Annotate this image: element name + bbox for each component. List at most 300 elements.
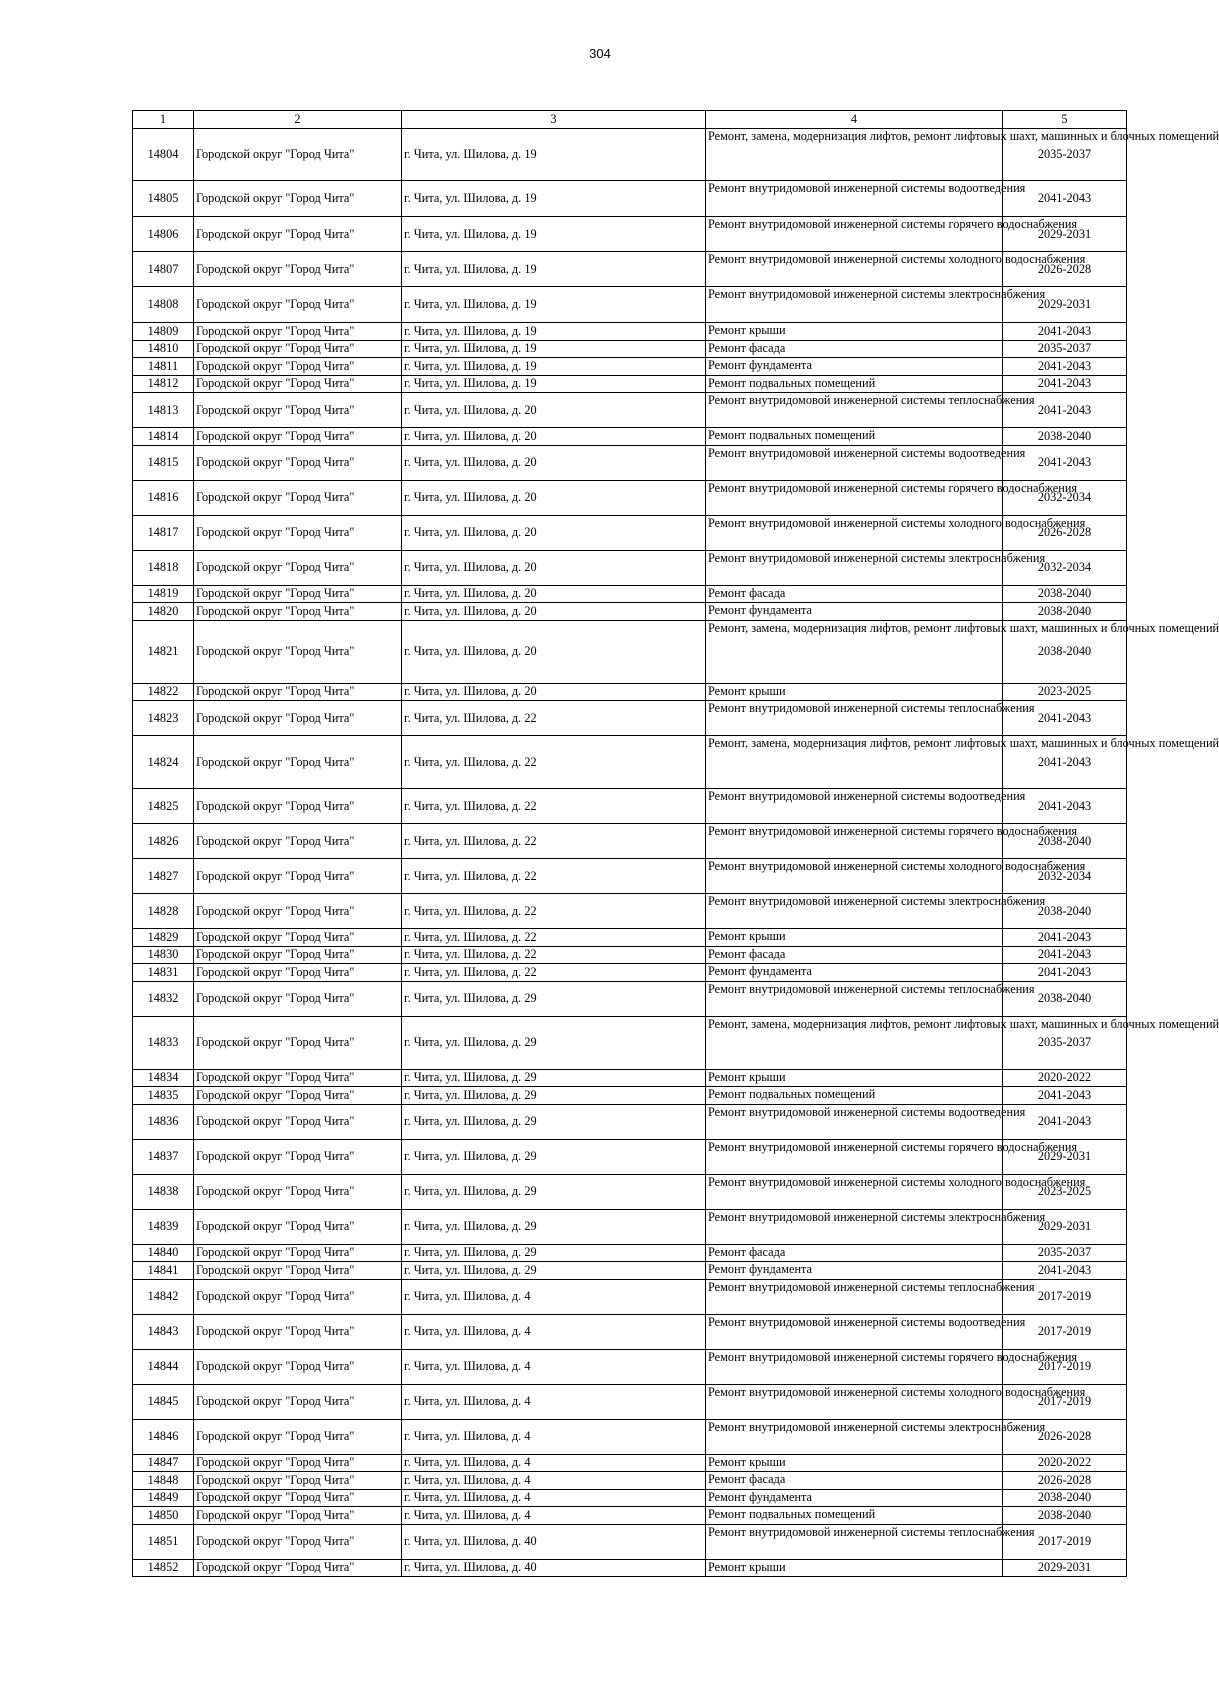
row-number: 14850 <box>133 1507 194 1525</box>
table-row <box>133 358 1127 376</box>
address-cell: г. Чита, ул. Шилова, д. 4 <box>402 1472 706 1490</box>
table-row <box>133 1559 1127 1577</box>
period-cell: 2041-2043 <box>1003 701 1127 736</box>
table-row <box>133 824 1127 859</box>
period-cell: 2017-2019 <box>1003 1279 1127 1314</box>
municipality-cell: Городской округ "Город Чита" <box>194 620 402 683</box>
address-cell: г. Чита, ул. Шилова, д. 29 <box>402 1139 706 1174</box>
municipality-cell: Городской округ "Город Чита" <box>194 181 402 217</box>
municipality-cell: Городской округ "Город Чита" <box>194 1507 402 1525</box>
table-row <box>133 1209 1127 1244</box>
table-row <box>133 789 1127 824</box>
period-cell: 2041-2043 <box>1003 181 1127 217</box>
work-type-cell: Ремонт внутридомовой инженерной системы холодного водоснабжения <box>706 1384 1003 1419</box>
row-number: 14825 <box>133 789 194 824</box>
table-row <box>133 1472 1127 1490</box>
period-cell: 2020-2022 <box>1003 1069 1127 1087</box>
row-number: 14815 <box>133 445 194 480</box>
row-number: 14817 <box>133 515 194 550</box>
row-number: 14813 <box>133 393 194 428</box>
municipality-cell: Городской округ "Город Чита" <box>194 1087 402 1105</box>
address-cell: г. Чита, ул. Шилова, д. 20 <box>402 683 706 701</box>
municipality-cell: Городской округ "Город Чита" <box>194 929 402 947</box>
address-cell: г. Чита, ул. Шилова, д. 19 <box>402 129 706 181</box>
row-number: 14822 <box>133 683 194 701</box>
column-header-4: 4 <box>706 111 1003 129</box>
municipality-cell: Городской округ "Город Чита" <box>194 1139 402 1174</box>
municipality-cell: Городской округ "Город Чита" <box>194 515 402 550</box>
work-type-cell: Ремонт внутридомовой инженерной системы холодного водоснабжения <box>706 859 1003 894</box>
municipality-cell: Городской округ "Город Чита" <box>194 1454 402 1472</box>
period-cell: 2038-2040 <box>1003 603 1127 621</box>
municipality-cell: Городской округ "Город Чита" <box>194 824 402 859</box>
period-cell: 2032-2034 <box>1003 550 1127 585</box>
work-type-cell: Ремонт крыши <box>706 1454 1003 1472</box>
row-number: 14844 <box>133 1349 194 1384</box>
column-header-1: 1 <box>133 111 194 129</box>
table-row <box>133 1244 1127 1262</box>
address-cell: г. Чита, ул. Шилова, д. 20 <box>402 585 706 603</box>
municipality-cell: Городской округ "Город Чита" <box>194 1524 402 1559</box>
work-type-cell: Ремонт крыши <box>706 683 1003 701</box>
address-cell: г. Чита, ул. Шилова, д. 19 <box>402 323 706 341</box>
period-cell: 2041-2043 <box>1003 323 1127 341</box>
work-type-cell: Ремонт внутридомовой инженерной системы водоотведения <box>706 1104 1003 1139</box>
work-type-cell: Ремонт, замена, модернизация лифтов, ремонт лифтовых шахт, машинных и блочных помещений <box>706 736 1003 789</box>
work-type-cell: Ремонт внутридомовой инженерной системы водоотведения <box>706 789 1003 824</box>
table-row <box>133 480 1127 515</box>
work-type-cell: Ремонт внутридомовой инженерной системы электроснабжения <box>706 287 1003 323</box>
address-cell: г. Чита, ул. Шилова, д. 19 <box>402 375 706 393</box>
municipality-cell: Городской округ "Город Чита" <box>194 1279 402 1314</box>
row-number: 14818 <box>133 550 194 585</box>
row-number: 14851 <box>133 1524 194 1559</box>
period-cell: 2041-2043 <box>1003 1262 1127 1280</box>
address-cell: г. Чита, ул. Шилова, д. 29 <box>402 1262 706 1280</box>
municipality-cell: Городской округ "Город Чита" <box>194 358 402 376</box>
work-type-cell: Ремонт фасада <box>706 340 1003 358</box>
table-row <box>133 981 1127 1016</box>
row-number: 14804 <box>133 129 194 181</box>
table-row <box>133 585 1127 603</box>
period-cell: 2038-2040 <box>1003 585 1127 603</box>
table-row <box>133 946 1127 964</box>
table-row <box>133 515 1127 550</box>
row-number: 14807 <box>133 252 194 287</box>
address-cell: г. Чита, ул. Шилова, д. 4 <box>402 1384 706 1419</box>
municipality-cell: Городской округ "Город Чита" <box>194 1016 402 1069</box>
row-number: 14820 <box>133 603 194 621</box>
row-number: 14814 <box>133 428 194 446</box>
address-cell: г. Чита, ул. Шилова, д. 22 <box>402 824 706 859</box>
row-number: 14826 <box>133 824 194 859</box>
period-cell: 2023-2025 <box>1003 683 1127 701</box>
table-row <box>133 736 1127 789</box>
address-cell: г. Чита, ул. Шилова, д. 29 <box>402 1069 706 1087</box>
table-row <box>133 1419 1127 1454</box>
municipality-cell: Городской округ "Город Чита" <box>194 789 402 824</box>
period-cell: 2041-2043 <box>1003 445 1127 480</box>
municipality-cell: Городской округ "Город Чита" <box>194 323 402 341</box>
period-cell: 2041-2043 <box>1003 1087 1127 1105</box>
table-row <box>133 428 1127 446</box>
municipality-cell: Городской округ "Город Чита" <box>194 1262 402 1280</box>
work-type-cell: Ремонт внутридомовой инженерной системы электроснабжения <box>706 1419 1003 1454</box>
period-cell: 2032-2034 <box>1003 480 1127 515</box>
period-cell: 2038-2040 <box>1003 824 1127 859</box>
table-row <box>133 1104 1127 1139</box>
address-cell: г. Чита, ул. Шилова, д. 29 <box>402 1016 706 1069</box>
row-number: 14810 <box>133 340 194 358</box>
municipality-cell: Городской округ "Город Чита" <box>194 1349 402 1384</box>
period-cell: 2038-2040 <box>1003 894 1127 929</box>
period-cell: 2017-2019 <box>1003 1524 1127 1559</box>
period-cell: 2026-2028 <box>1003 1472 1127 1490</box>
table-row <box>133 894 1127 929</box>
period-cell: 2029-2031 <box>1003 287 1127 323</box>
row-number: 14827 <box>133 859 194 894</box>
row-number: 14843 <box>133 1314 194 1349</box>
work-type-cell: Ремонт внутридомовой инженерной системы водоотведения <box>706 181 1003 217</box>
address-cell: г. Чита, ул. Шилова, д. 19 <box>402 358 706 376</box>
work-type-cell: Ремонт подвальных помещений <box>706 1087 1003 1105</box>
municipality-cell: Городской округ "Город Чита" <box>194 1384 402 1419</box>
work-type-cell: Ремонт фасада <box>706 946 1003 964</box>
period-cell: 2029-2031 <box>1003 1559 1127 1577</box>
period-cell: 2020-2022 <box>1003 1454 1127 1472</box>
period-cell: 2041-2043 <box>1003 929 1127 947</box>
period-cell: 2032-2034 <box>1003 859 1127 894</box>
work-type-cell: Ремонт, замена, модернизация лифтов, ремонт лифтовых шахт, машинных и блочных помещений <box>706 620 1003 683</box>
work-type-cell: Ремонт внутридомовой инженерной системы холодного водоснабжения <box>706 252 1003 287</box>
address-cell: г. Чита, ул. Шилова, д. 22 <box>402 736 706 789</box>
municipality-cell: Городской округ "Город Чита" <box>194 1472 402 1490</box>
period-cell: 2035-2037 <box>1003 129 1127 181</box>
period-cell: 2035-2037 <box>1003 1016 1127 1069</box>
table-row <box>133 1454 1127 1472</box>
municipality-cell: Городской округ "Город Чита" <box>194 946 402 964</box>
municipality-cell: Городской округ "Город Чита" <box>194 129 402 181</box>
table-row <box>133 1279 1127 1314</box>
table-row <box>133 340 1127 358</box>
work-type-cell: Ремонт крыши <box>706 323 1003 341</box>
table-row <box>133 375 1127 393</box>
row-number: 14821 <box>133 620 194 683</box>
row-number: 14832 <box>133 981 194 1016</box>
work-type-cell: Ремонт крыши <box>706 1069 1003 1087</box>
period-cell: 2035-2037 <box>1003 1244 1127 1262</box>
address-cell: г. Чита, ул. Шилова, д. 4 <box>402 1314 706 1349</box>
row-number: 14806 <box>133 217 194 252</box>
table-row <box>133 1524 1127 1559</box>
address-cell: г. Чита, ул. Шилова, д. 19 <box>402 287 706 323</box>
column-header-3: 3 <box>402 111 706 129</box>
municipality-cell: Городской округ "Город Чита" <box>194 1314 402 1349</box>
row-number: 14808 <box>133 287 194 323</box>
period-cell: 2038-2040 <box>1003 981 1127 1016</box>
period-cell: 2041-2043 <box>1003 964 1127 982</box>
address-cell: г. Чита, ул. Шилова, д. 19 <box>402 340 706 358</box>
row-number: 14842 <box>133 1279 194 1314</box>
row-number: 14847 <box>133 1454 194 1472</box>
table-header <box>133 111 1127 129</box>
address-cell: г. Чита, ул. Шилова, д. 4 <box>402 1507 706 1525</box>
table-row <box>133 1016 1127 1069</box>
row-number: 14846 <box>133 1419 194 1454</box>
table-row <box>133 252 1127 287</box>
address-cell: г. Чита, ул. Шилова, д. 22 <box>402 701 706 736</box>
work-type-cell: Ремонт внутридомовой инженерной системы теплоснабжения <box>706 701 1003 736</box>
header-row <box>133 111 1127 129</box>
period-cell: 2026-2028 <box>1003 1419 1127 1454</box>
address-cell: г. Чита, ул. Шилова, д. 22 <box>402 929 706 947</box>
municipality-cell: Городской округ "Город Чита" <box>194 1104 402 1139</box>
row-number: 14852 <box>133 1559 194 1577</box>
table-row <box>133 1069 1127 1087</box>
row-number: 14809 <box>133 323 194 341</box>
work-type-cell: Ремонт внутридомовой инженерной системы теплоснабжения <box>706 1279 1003 1314</box>
table-row <box>133 1507 1127 1525</box>
address-cell: г. Чита, ул. Шилова, д. 29 <box>402 1244 706 1262</box>
table-row <box>133 181 1127 217</box>
municipality-cell: Городской округ "Город Чита" <box>194 1174 402 1209</box>
column-header-5: 5 <box>1003 111 1127 129</box>
row-number: 14819 <box>133 585 194 603</box>
address-cell: г. Чита, ул. Шилова, д. 22 <box>402 964 706 982</box>
row-number: 14841 <box>133 1262 194 1280</box>
address-cell: г. Чита, ул. Шилова, д. 4 <box>402 1489 706 1507</box>
work-type-cell: Ремонт внутридомовой инженерной системы электроснабжения <box>706 894 1003 929</box>
work-type-cell: Ремонт подвальных помещений <box>706 428 1003 446</box>
municipality-cell: Городской округ "Город Чита" <box>194 428 402 446</box>
municipality-cell: Городской округ "Город Чита" <box>194 603 402 621</box>
address-cell: г. Чита, ул. Шилова, д. 29 <box>402 1104 706 1139</box>
work-type-cell: Ремонт внутридомовой инженерной системы горячего водоснабжения <box>706 480 1003 515</box>
period-cell: 2026-2028 <box>1003 252 1127 287</box>
period-cell: 2029-2031 <box>1003 1139 1127 1174</box>
table-row <box>133 393 1127 428</box>
period-cell: 2038-2040 <box>1003 1489 1127 1507</box>
table-row <box>133 217 1127 252</box>
period-cell: 2038-2040 <box>1003 428 1127 446</box>
work-type-cell: Ремонт фундамента <box>706 1489 1003 1507</box>
address-cell: г. Чита, ул. Шилова, д. 20 <box>402 393 706 428</box>
address-cell: г. Чита, ул. Шилова, д. 22 <box>402 946 706 964</box>
work-type-cell: Ремонт внутридомовой инженерной системы холодного водоснабжения <box>706 1174 1003 1209</box>
address-cell: г. Чита, ул. Шилова, д. 20 <box>402 603 706 621</box>
period-cell: 2038-2040 <box>1003 1507 1127 1525</box>
work-type-cell: Ремонт фасада <box>706 1472 1003 1490</box>
municipality-cell: Городской округ "Город Чита" <box>194 585 402 603</box>
table-row <box>133 1139 1127 1174</box>
address-cell: г. Чита, ул. Шилова, д. 20 <box>402 515 706 550</box>
row-number: 14849 <box>133 1489 194 1507</box>
row-number: 14838 <box>133 1174 194 1209</box>
address-cell: г. Чита, ул. Шилова, д. 19 <box>402 252 706 287</box>
municipality-cell: Городской округ "Город Чита" <box>194 1244 402 1262</box>
address-cell: г. Чита, ул. Шилова, д. 40 <box>402 1524 706 1559</box>
address-cell: г. Чита, ул. Шилова, д. 22 <box>402 859 706 894</box>
period-cell: 2029-2031 <box>1003 1209 1127 1244</box>
table-row <box>133 1349 1127 1384</box>
work-type-cell: Ремонт крыши <box>706 1559 1003 1577</box>
row-number: 14824 <box>133 736 194 789</box>
period-cell: 2029-2031 <box>1003 217 1127 252</box>
address-cell: г. Чита, ул. Шилова, д. 20 <box>402 445 706 480</box>
table-row <box>133 287 1127 323</box>
row-number: 14831 <box>133 964 194 982</box>
work-type-cell: Ремонт внутридомовой инженерной системы горячего водоснабжения <box>706 1139 1003 1174</box>
municipality-cell: Городской округ "Город Чита" <box>194 550 402 585</box>
period-cell: 2017-2019 <box>1003 1384 1127 1419</box>
work-type-cell: Ремонт фасада <box>706 585 1003 603</box>
row-number: 14823 <box>133 701 194 736</box>
work-type-cell: Ремонт внутридомовой инженерной системы теплоснабжения <box>706 981 1003 1016</box>
period-cell: 2041-2043 <box>1003 736 1127 789</box>
row-number: 14828 <box>133 894 194 929</box>
period-cell: 2041-2043 <box>1003 1104 1127 1139</box>
work-type-cell: Ремонт крыши <box>706 929 1003 947</box>
work-type-cell: Ремонт внутридомовой инженерной системы холодного водоснабжения <box>706 515 1003 550</box>
address-cell: г. Чита, ул. Шилова, д. 20 <box>402 620 706 683</box>
address-cell: г. Чита, ул. Шилова, д. 4 <box>402 1349 706 1384</box>
municipality-cell: Городской округ "Город Чита" <box>194 964 402 982</box>
period-cell: 2041-2043 <box>1003 789 1127 824</box>
address-cell: г. Чита, ул. Шилова, д. 29 <box>402 981 706 1016</box>
municipality-cell: Городской округ "Город Чита" <box>194 375 402 393</box>
capital-repair-table <box>132 110 1219 1577</box>
row-number: 14812 <box>133 375 194 393</box>
row-number: 14834 <box>133 1069 194 1087</box>
municipality-cell: Городской округ "Город Чита" <box>194 1419 402 1454</box>
address-cell: г. Чита, ул. Шилова, д. 40 <box>402 1559 706 1577</box>
address-cell: г. Чита, ул. Шилова, д. 19 <box>402 217 706 252</box>
row-number: 14848 <box>133 1472 194 1490</box>
municipality-cell: Городской округ "Город Чита" <box>194 480 402 515</box>
table-row <box>133 445 1127 480</box>
work-type-cell: Ремонт, замена, модернизация лифтов, ремонт лифтовых шахт, машинных и блочных помещений <box>706 1016 1003 1069</box>
table-row <box>133 323 1127 341</box>
period-cell: 2041-2043 <box>1003 393 1127 428</box>
work-type-cell: Ремонт фундамента <box>706 358 1003 376</box>
row-number: 14816 <box>133 480 194 515</box>
municipality-cell: Городской округ "Город Чита" <box>194 252 402 287</box>
work-type-cell: Ремонт фундамента <box>706 964 1003 982</box>
table-row <box>133 1384 1127 1419</box>
work-type-cell: Ремонт внутридомовой инженерной системы электроснабжения <box>706 550 1003 585</box>
row-number: 14839 <box>133 1209 194 1244</box>
address-cell: г. Чита, ул. Шилова, д. 4 <box>402 1419 706 1454</box>
table-row <box>133 964 1127 982</box>
municipality-cell: Городской округ "Город Чита" <box>194 287 402 323</box>
work-type-cell: Ремонт внутридомовой инженерной системы теплоснабжения <box>706 1524 1003 1559</box>
address-cell: г. Чита, ул. Шилова, д. 29 <box>402 1087 706 1105</box>
row-number: 14845 <box>133 1384 194 1419</box>
municipality-cell: Городской округ "Город Чита" <box>194 1209 402 1244</box>
period-cell: 2041-2043 <box>1003 946 1127 964</box>
work-type-cell: Ремонт внутридомовой инженерной системы электроснабжения <box>706 1209 1003 1244</box>
address-cell: г. Чита, ул. Шилова, д. 4 <box>402 1454 706 1472</box>
municipality-cell: Городской округ "Город Чита" <box>194 701 402 736</box>
municipality-cell: Городской округ "Город Чита" <box>194 1559 402 1577</box>
address-cell: г. Чита, ул. Шилова, д. 20 <box>402 480 706 515</box>
address-cell: г. Чита, ул. Шилова, д. 29 <box>402 1209 706 1244</box>
table-row <box>133 701 1127 736</box>
row-number: 14836 <box>133 1104 194 1139</box>
table-row <box>133 1262 1127 1280</box>
work-type-cell: Ремонт внутридомовой инженерной системы горячего водоснабжения <box>706 824 1003 859</box>
row-number: 14833 <box>133 1016 194 1069</box>
period-cell: 2017-2019 <box>1003 1314 1127 1349</box>
table-row <box>133 129 1127 181</box>
municipality-cell: Городской округ "Город Чита" <box>194 217 402 252</box>
work-type-cell: Ремонт, замена, модернизация лифтов, ремонт лифтовых шахт, машинных и блочных помещений <box>706 129 1003 181</box>
row-number: 14835 <box>133 1087 194 1105</box>
column-header-2: 2 <box>194 111 402 129</box>
municipality-cell: Городской округ "Город Чита" <box>194 340 402 358</box>
period-cell: 2023-2025 <box>1003 1174 1127 1209</box>
row-number: 14830 <box>133 946 194 964</box>
work-type-cell: Ремонт внутридомовой инженерной системы горячего водоснабжения <box>706 217 1003 252</box>
page-number: 304 <box>589 46 611 61</box>
address-cell: г. Чита, ул. Шилова, д. 22 <box>402 894 706 929</box>
row-number: 14805 <box>133 181 194 217</box>
row-number: 14840 <box>133 1244 194 1262</box>
municipality-cell: Городской округ "Город Чита" <box>194 393 402 428</box>
address-cell: г. Чита, ул. Шилова, д. 20 <box>402 428 706 446</box>
period-cell: 2017-2019 <box>1003 1349 1127 1384</box>
period-cell: 2038-2040 <box>1003 620 1127 683</box>
work-type-cell: Ремонт внутридомовой инженерной системы горячего водоснабжения <box>706 1349 1003 1384</box>
table-row <box>133 683 1127 701</box>
address-cell: г. Чита, ул. Шилова, д. 29 <box>402 1174 706 1209</box>
period-cell: 2026-2028 <box>1003 515 1127 550</box>
work-type-cell: Ремонт подвальных помещений <box>706 1507 1003 1525</box>
row-number: 14829 <box>133 929 194 947</box>
municipality-cell: Городской округ "Город Чита" <box>194 981 402 1016</box>
work-type-cell: Ремонт внутридомовой инженерной системы теплоснабжения <box>706 393 1003 428</box>
municipality-cell: Городской округ "Город Чита" <box>194 1069 402 1087</box>
work-type-cell: Ремонт внутридомовой инженерной системы водоотведения <box>706 445 1003 480</box>
table-row <box>133 550 1127 585</box>
table-row <box>133 1489 1127 1507</box>
address-cell: г. Чита, ул. Шилова, д. 19 <box>402 181 706 217</box>
period-cell: 2041-2043 <box>1003 375 1127 393</box>
period-cell: 2035-2037 <box>1003 340 1127 358</box>
work-type-cell: Ремонт подвальных помещений <box>706 375 1003 393</box>
work-type-cell: Ремонт фундамента <box>706 603 1003 621</box>
period-cell: 2041-2043 <box>1003 358 1127 376</box>
table-row <box>133 859 1127 894</box>
table-body <box>133 129 1219 1577</box>
table-row <box>133 929 1127 947</box>
work-type-cell: Ремонт внутридомовой инженерной системы водоотведения <box>706 1314 1003 1349</box>
table-row <box>133 1314 1127 1349</box>
municipality-cell: Городской округ "Город Чита" <box>194 736 402 789</box>
work-type-cell: Ремонт фундамента <box>706 1262 1003 1280</box>
table-row <box>133 603 1127 621</box>
address-cell: г. Чита, ул. Шилова, д. 22 <box>402 789 706 824</box>
municipality-cell: Городской округ "Город Чита" <box>194 1489 402 1507</box>
municipality-cell: Городской округ "Город Чита" <box>194 894 402 929</box>
work-type-cell: Ремонт фасада <box>706 1244 1003 1262</box>
municipality-cell: Городской округ "Город Чита" <box>194 445 402 480</box>
table-row <box>133 1087 1127 1105</box>
table-row <box>133 620 1127 683</box>
row-number: 14837 <box>133 1139 194 1174</box>
address-cell: г. Чита, ул. Шилова, д. 20 <box>402 550 706 585</box>
row-number: 14811 <box>133 358 194 376</box>
